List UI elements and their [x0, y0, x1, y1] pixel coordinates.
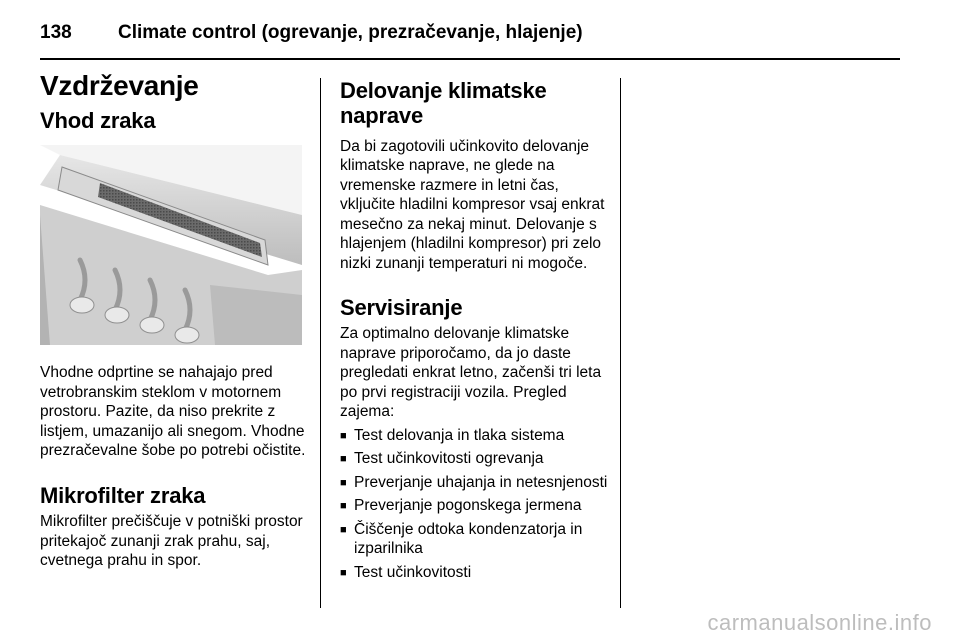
- square-bullet-icon: ■: [340, 500, 347, 513]
- service-title: Servisiranje: [340, 295, 463, 321]
- page-header: [40, 20, 900, 60]
- column-middle: [340, 78, 610, 586]
- column-divider-2: [620, 78, 621, 608]
- square-bullet-icon: ■: [340, 566, 347, 579]
- subsection-title: Vhod zraka: [40, 108, 156, 134]
- column-left: [40, 70, 308, 571]
- section-title: Vzdrževanje: [40, 70, 199, 101]
- square-bullet-icon: ■: [340, 429, 347, 442]
- list-item: ■ Test učinkovitosti: [340, 563, 610, 583]
- square-bullet-icon: ■: [340, 523, 347, 536]
- chapter-title: Climate control (ogrevanje, prezračevanje, hlajenje): [118, 22, 583, 43]
- header-rule: [40, 58, 900, 60]
- air-inlet-illustration: [40, 145, 302, 345]
- page-number: 138: [40, 22, 72, 43]
- filter-text: Mikrofilter prečiščuje v potniški prostor pritekajoč zunanji zrak prahu, saj, cvetnega prahu in spor.: [40, 513, 303, 570]
- square-bullet-icon: ■: [340, 476, 347, 489]
- air-inlet-icon: [40, 145, 302, 345]
- square-bullet-icon: ■: [340, 453, 347, 466]
- column-divider-1: [320, 78, 321, 608]
- list-item: ■ Preverjanje pogonskega jermena: [340, 496, 610, 516]
- service-text: Za optimalno delovanje klimatske naprave priporočamo, da jo daste pregledati enkrat letno, začenši tri leta po prvi registraciji vozila. Pregled zajema:: [340, 325, 602, 421]
- list-item: ■ Čiščenje odtoka kondenzatorja in izparilnika: [340, 520, 583, 558]
- list-item: ■ Test učinkovitosti ogrevanja: [340, 449, 610, 469]
- operation-title: Delovanje klimatske naprave: [340, 78, 547, 129]
- air-inlet-text: Vhodne odprtine se nahajajo pred vetrobranskim steklom v motornem prostoru. Pazite, da niso prekrite z listjem, umazanijo ali snegom. Vhodne prezračevalne šobe po potrebi očistite.: [40, 364, 306, 460]
- list-item: ■ Test delovanja in tlaka sistema: [340, 426, 610, 446]
- service-check-list: [340, 426, 610, 583]
- watermark: carmanualsonline.info: [707, 610, 932, 635]
- filter-title: Mikrofilter zraka: [40, 482, 206, 508]
- list-item: ■ Preverjanje uhajanja in netesnjenosti: [340, 473, 610, 493]
- operation-text: Da bi zagotovili učinkovito delovanje klimatske naprave, ne glede na vremenske razmere in letni čas, vključite hladilni kompresor vsaj enkrat mesečno za nekaj minut. Delovanje s hlajenjem (hladilni kompresor) pri zelo nizki zunanji temperaturi ni mogoče.: [340, 137, 605, 272]
